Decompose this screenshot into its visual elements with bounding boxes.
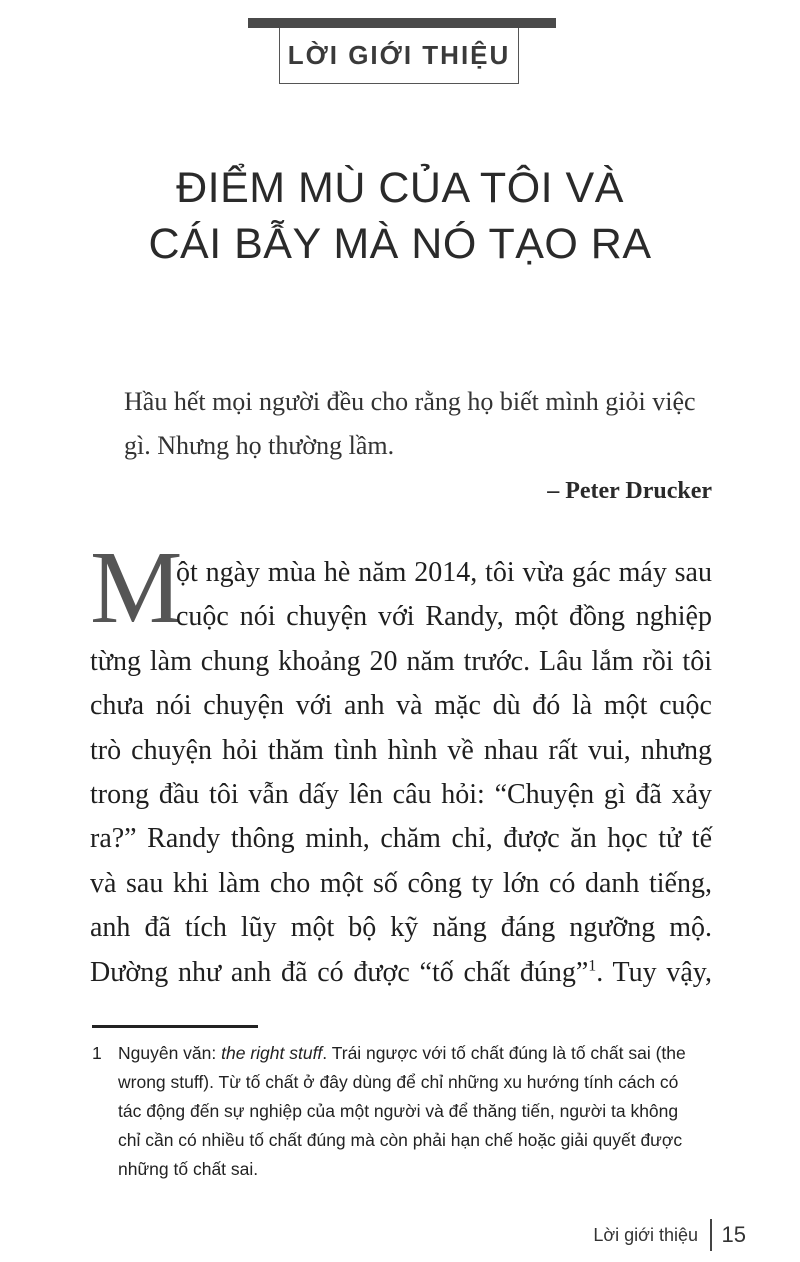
body-line-10-text: Dường như anh đã có được “tố chất đúng” (90, 956, 589, 988)
body-line-3: từng làm chung khoảng 20 năm trước. Lâu lắm rồi tôi (90, 645, 712, 677)
footnote-line-5: những tố chất sai. (118, 1159, 259, 1179)
body-line-1: ột ngày mùa hè năm 2014, tôi vừa gác máy sau (176, 557, 712, 588)
body-line-4: chưa nói chuyện với anh và mặc dù đó là một cuộc (90, 690, 712, 722)
body-line-10 (90, 951, 712, 995)
body-line-8: và sau khi làm cho một số công ty lớn có danh tiếng, (90, 867, 712, 899)
body-line-7: ra?” Randy thông minh, chăm chỉ, được ăn học tử tế (90, 823, 712, 855)
running-head: Lời giới thiệu (593, 1224, 699, 1245)
body-line-9: anh đã tích lũy một bộ kỹ năng đáng ngưỡng mộ. (90, 912, 712, 944)
epigraph-line-2: gì. Nhưng họ thường lầm. (124, 431, 395, 460)
page-footer (593, 1218, 746, 1252)
epigraph (124, 380, 716, 468)
page-number: 15 (721, 1222, 746, 1247)
body-paragraph (90, 551, 712, 995)
section-header (248, 18, 556, 84)
section-label: LỜI GIỚI THIỆU (279, 28, 519, 84)
body-line-10-tail: . Tuy vậy, (596, 956, 712, 988)
footnote-line-1-rest: . Trái ngược với tố chất đúng là tố chất sai (the (322, 1043, 686, 1063)
chapter-title (100, 160, 700, 272)
body-line-2: cuộc nói chuyện với Randy, một đồng nghiệp (176, 601, 712, 633)
footnote-number: 1 (92, 1043, 102, 1063)
footnote-line-1 (118, 1039, 722, 1068)
footnote-prefix: Nguyên văn: (118, 1043, 222, 1063)
body-line-5: trò chuyện hỏi thăm tình hình về nhau rất vui, nhưng (90, 734, 712, 766)
footnote-line-4: chỉ cần có nhiều tố chất đúng mà còn phải hạn chế hoặc giải quyết được (118, 1130, 683, 1150)
footnote-line-2: wrong stuff). Từ tố chất ở đây dùng để chỉ những xu hướng tính cách có (118, 1072, 679, 1092)
section-header-bar (248, 18, 556, 28)
epigraph-line-1: Hầu hết mọi người đều cho rằng họ biết mình giỏi việc (124, 387, 696, 416)
footnote-emphasis: the right stuff (221, 1043, 323, 1063)
footnote-line-3: tác động đến sự nghiệp của một người và để thăng tiến, người ta không (118, 1101, 679, 1121)
body-line-6: trong đầu tôi vẫn dấy lên câu hỏi: “Chuyện gì đã xảy (90, 779, 712, 811)
footer-divider (710, 1219, 712, 1251)
chapter-title-line-2: CÁI BẪY MÀ NÓ TẠO RA (148, 220, 652, 268)
footnote-body (118, 1039, 722, 1184)
footnote-reference[interactable]: 1 (588, 957, 597, 975)
drop-cap: M (90, 530, 183, 645)
chapter-title-line-1: ĐIỂM MÙ CỦA TÔI VÀ (176, 164, 624, 212)
footnote-divider (92, 1025, 258, 1028)
epigraph-attribution: – Peter Drucker (547, 478, 712, 504)
